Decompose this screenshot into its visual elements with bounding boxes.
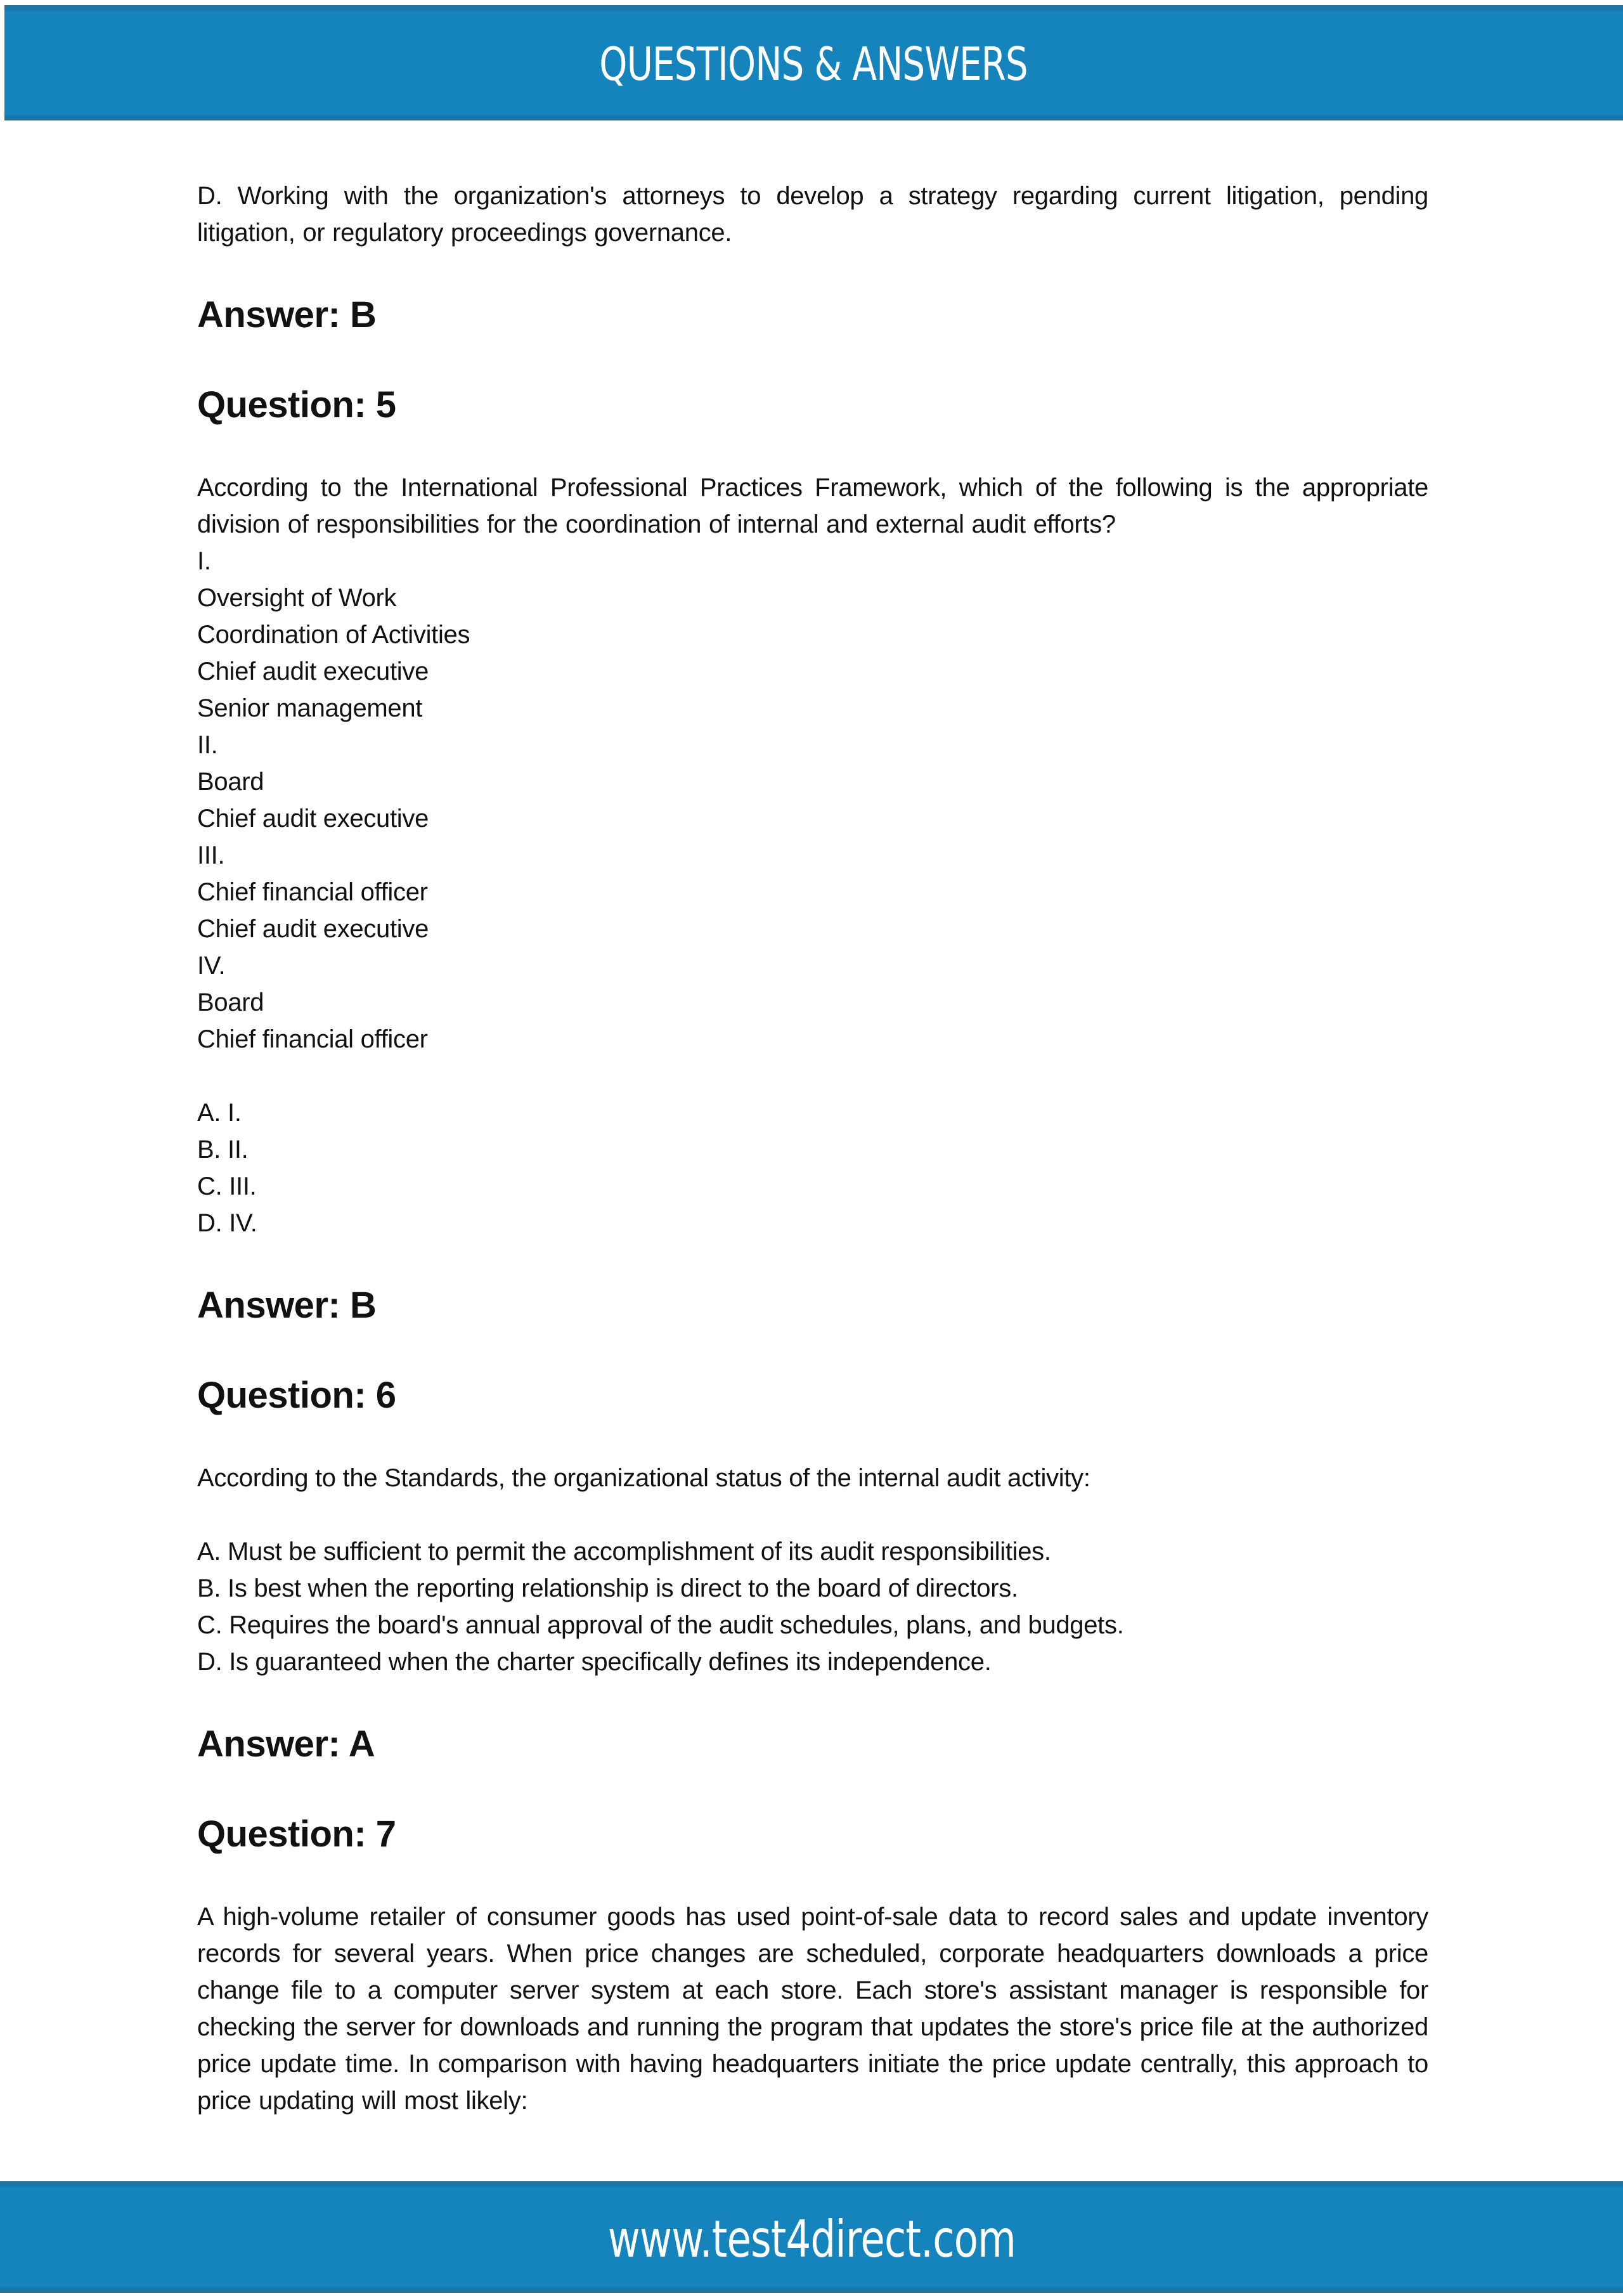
question-5-table-lines (197, 543, 1428, 1058)
table-line: IV. (197, 952, 226, 980)
table-line: II. (197, 731, 218, 759)
option-d: D. IV. (197, 1209, 257, 1237)
table-line: Chief audit executive (197, 915, 429, 943)
table-line: Chief audit executive (197, 805, 429, 833)
option-c: C. Requires the board's annual approval of the audit schedules, plans, and budgets. (197, 1611, 1124, 1639)
table-line: Board (197, 989, 264, 1016)
option-a: A. I. (197, 1099, 242, 1127)
table-line: Oversight of Work (197, 584, 397, 612)
question-7-heading: Question: 7 (197, 1813, 396, 1855)
table-line: Board (197, 768, 264, 796)
question-7-stem: A high-volume retailer of consumer goods has used point-of-sale data to record sales and update inventory records for several years. When price changes are scheduled, corporate headquarters downloads a price change file to a computer server system at each store. Each store's assistant manager is responsible for checking the server for downloads and running the program that updates the store's price file at the authorized price update time. In comparison with having headquarters initiate the price update centrally, this approach to price updating will most likely: (197, 1903, 1428, 2115)
option-b: B. Is best when the reporting relationship is direct to the board of directors. (197, 1574, 1018, 1602)
option-d: D. Is guaranteed when the charter specifically defines its independence. (197, 1648, 992, 1676)
table-line: Coordination of Activities (197, 621, 470, 649)
option-a: A. Must be sufficient to permit the accomplishment of its audit responsibilities. (197, 1538, 1051, 1566)
option-d-prev: D. Working with the organization's attorneys to develop a strategy regarding current litigation, pending litigation, or regulatory proceedings governance. (197, 182, 1428, 247)
question-5-options (197, 1094, 1428, 1242)
table-line: III. (197, 841, 225, 869)
table-line: Chief financial officer (197, 1025, 428, 1053)
question-6-heading: Question: 6 (197, 1375, 396, 1416)
page-footer-band (0, 2181, 1623, 2293)
question-5-stem: According to the International Professional Practices Framework, which of the following is the appropriate division of responsibilities for the coordination of internal and external audit efforts? (197, 474, 1428, 538)
answer-q4: Answer: B (197, 294, 377, 335)
table-line: Chief audit executive (197, 658, 429, 685)
page-header-band (4, 5, 1623, 120)
option-b: B. II. (197, 1136, 249, 1164)
question-6-stem: According to the Standards, the organizational status of the internal audit activity: (197, 1464, 1090, 1492)
question-5-heading: Question: 5 (197, 384, 396, 425)
page-content (197, 178, 1428, 2119)
question-6-options (197, 1533, 1428, 1680)
footer-url[interactable]: www.test4direct.com (607, 2209, 1016, 2269)
header-title: QUESTIONS & ANSWERS (599, 37, 1028, 91)
answer-q5: Answer: B (197, 1285, 377, 1326)
table-line: I. (197, 547, 211, 575)
option-c: C. III. (197, 1172, 257, 1200)
answer-q6: Answer: A (197, 1723, 375, 1765)
table-line: Chief financial officer (197, 878, 428, 906)
table-line: Senior management (197, 694, 423, 722)
